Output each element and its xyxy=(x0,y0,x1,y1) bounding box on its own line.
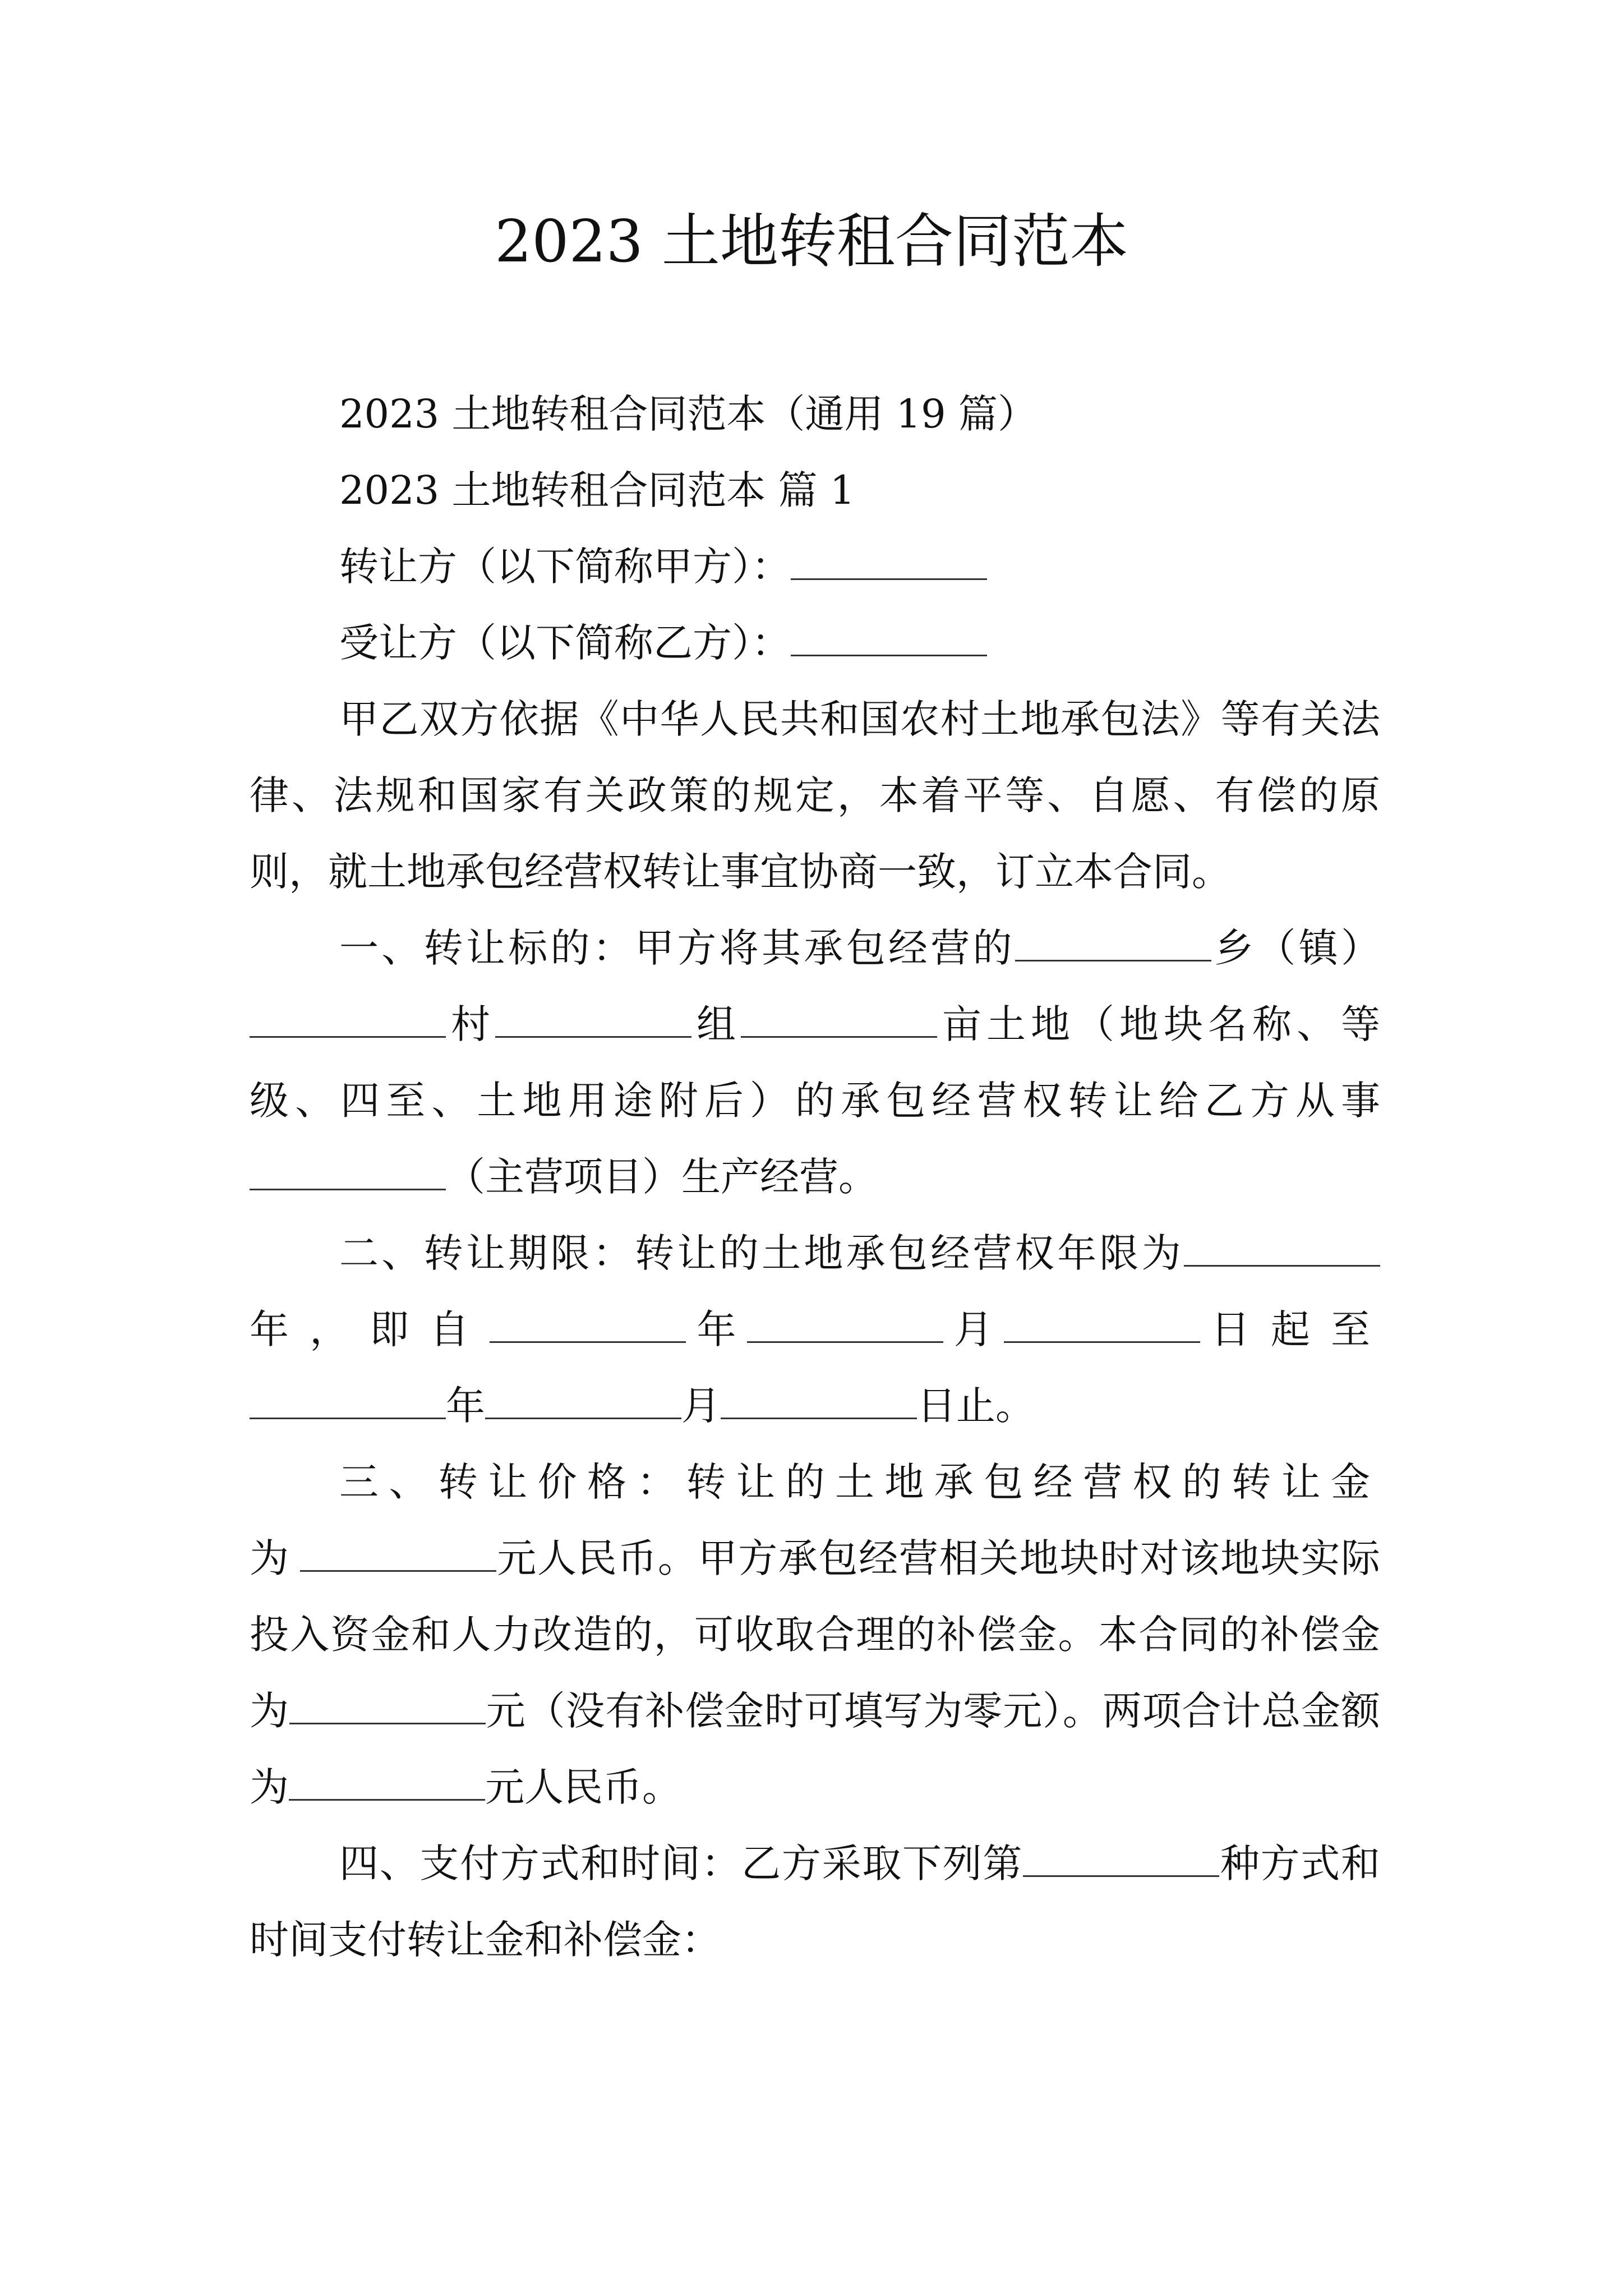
clause-1-text-f: （主营项目）生产经营。 xyxy=(446,1154,878,1200)
clause-1-text-d: 组 xyxy=(691,1001,741,1047)
blank-total-amount xyxy=(289,1764,485,1801)
party-b-blank xyxy=(791,620,987,656)
clause-2-text-b: 年，即自 xyxy=(250,1306,490,1352)
clause-2-text-a: 二、转让期限：转让的土地承包经营权年限为 xyxy=(339,1230,1184,1276)
clause-1-text-c: 村 xyxy=(446,1001,495,1047)
clause-4 xyxy=(250,1825,1380,1978)
blank-start-day xyxy=(1004,1306,1200,1343)
party-a-label: 转让方（以下简称甲方）： xyxy=(339,544,791,590)
party-b-label: 受让方（以下简称乙方）： xyxy=(339,620,791,666)
blank-end-day xyxy=(721,1383,917,1419)
clause-4-text-b: 种方式和时间支付转让金和补偿金： xyxy=(250,1841,1381,1963)
clause-3-text-c: 元（没有补偿金时可填写为零元）。两项合计总金额为 xyxy=(250,1688,1380,1810)
clause-3-text-a: 三、转让价格：转让的土地承包经营权的转让金为 xyxy=(250,1459,1380,1581)
clause-2 xyxy=(250,1215,1380,1444)
blank-end-month xyxy=(485,1383,681,1419)
blank-payment-option xyxy=(1023,1841,1219,1877)
blank-start-month xyxy=(747,1306,943,1343)
clause-1 xyxy=(250,910,1380,1215)
blank-end-year xyxy=(250,1383,446,1419)
intro-paragraph: 甲乙双方依据《中华人民共和国农村土地承包法》等有关法律、法规和国家有关政策的规定，本着平等、自愿、有偿的原则，就土地承包经营权转让事宜协商一致，订立本合同。 xyxy=(250,696,1380,895)
party-a-line xyxy=(250,528,1380,605)
party-a-blank xyxy=(791,544,987,580)
clause-2-text-g: 月 xyxy=(681,1383,721,1429)
clause-2-text-f: 年 xyxy=(446,1383,485,1429)
clause-2-text-d: 月 xyxy=(943,1306,1004,1352)
blank-years xyxy=(1184,1230,1380,1267)
clause-1-text-e: 亩土地（地块名称、等级、四至、土地用途附后）的承包经营权转让给乙方从事 xyxy=(250,1001,1380,1124)
clause-3 xyxy=(250,1444,1380,1825)
clause-2-text-h: 日止。 xyxy=(917,1383,1035,1429)
blank-area xyxy=(741,1001,937,1038)
blank-compensation xyxy=(289,1688,486,1724)
blank-township xyxy=(1015,925,1211,961)
blank-transfer-fee xyxy=(300,1535,496,1572)
clause-4-text-a: 四、支付方式和时间：乙方采取下列第 xyxy=(339,1841,1023,1887)
blank-group xyxy=(495,1001,691,1038)
blank-start-year xyxy=(490,1306,686,1343)
blank-village xyxy=(250,1001,446,1038)
clause-2-text-c: 年 xyxy=(686,1306,747,1352)
subtitle: 2023 土地转租合同范本（通用 19 篇） xyxy=(339,391,1037,437)
clause-1-text-b: 乡（镇） xyxy=(1211,925,1381,971)
document-title: 2023 土地转租合同范本 xyxy=(495,207,1128,275)
document-body xyxy=(250,376,1380,1978)
clause-3-text-d: 元人民币。 xyxy=(485,1764,681,1810)
party-b-line xyxy=(250,605,1380,681)
blank-main-project xyxy=(250,1154,446,1190)
clause-2-text-e: 日起至 xyxy=(1200,1306,1381,1352)
clause-1-text-a: 一、转让标的：甲方将其承包经营的 xyxy=(339,925,1015,971)
clause-3-text-b: 元人民币。甲方承包经营相关地块时对该地块实际投入资金和人力改造的，可收取合理的补偿金。本合同的补偿金为 xyxy=(250,1535,1381,1734)
chapter-heading: 2023 土地转租合同范本 篇 1 xyxy=(339,467,855,513)
